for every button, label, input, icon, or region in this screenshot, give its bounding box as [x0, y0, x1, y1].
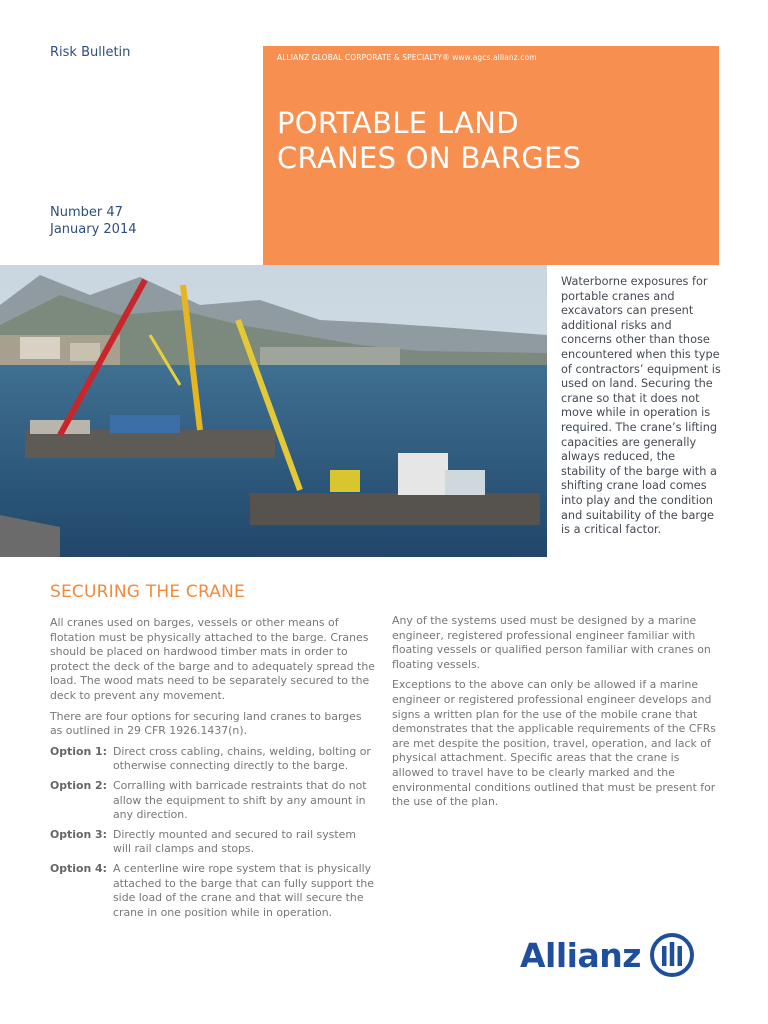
option-text: Corralling with barricade restraints that do not allow the equipment to shift by any amount in any direction.	[113, 778, 367, 822]
paragraph: Exceptions to the above can only be allowed if a marine engineer or registered professional engineer develops and signs a written plan for the use of the mobile crane that demonstrates that the applicable requirements of the CFRs are met despite the position, travel, operation, and lack of physical attachment. Specific areas that the crane is allowed to travel have to be clearly marked and the environmental conditions outlined that must be present for the use of the plan.	[392, 678, 716, 809]
issue-number: Number 47	[50, 205, 123, 220]
option-item	[50, 745, 375, 774]
title-line-2: CRANES ON BARGES	[277, 141, 582, 175]
right-column	[392, 614, 722, 816]
left-column	[50, 616, 375, 925]
paragraph: All cranes used on barges, vessels or other means of flotation must be physically attached to the barge. Cranes should be placed on hardwood timber mats in order to protect the deck of the barge and to adequately spread the load. The wood mats need to be separately secured to the deck to prevent any movement.	[50, 616, 375, 702]
option-label: Option 2:	[50, 778, 107, 792]
barge-crane-photo	[0, 265, 547, 557]
intro-text: Waterborne exposures for portable cranes and excavators can present additional risks and concerns other than those encountered when this type of contractors’ equipment is used on land. Securing the crane so that it does not move while in operation is required. The crane’s lifting capacities are generally always reduced, the stability of the barge with a shifting crane load comes into play and the condition and suitability of the barge is a critical factor.	[561, 275, 721, 537]
option-text: A centerline wire rope system that is physically attached to the barge that can fully support the side load of the crane and that will secure the crane in one position while in operation.	[113, 861, 374, 919]
company-line: ALLIANZ GLOBAL CORPORATE & SPECIALTY® www.agcs.allianz.com	[277, 53, 537, 62]
option-label: Option 3:	[50, 827, 107, 841]
issue-date: January 2014	[50, 222, 137, 237]
paragraph: There are four options for securing land cranes to barges as outlined in 29 CFR 1926.1437(n).	[50, 709, 362, 738]
title-banner	[263, 46, 719, 265]
section-title: SECURING THE CRANE	[50, 582, 245, 602]
paragraph: Any of the systems used must be designed by a marine engineer, registered professional engineer familiar with floating vessels or qualified person familiar with cranes on floating vessels.	[392, 614, 711, 671]
page-title	[277, 106, 581, 176]
option-text: Direct cross cabling, chains, welding, bolting or otherwise connecting directly to the barge.	[113, 744, 371, 773]
option-text: Directly mounted and secured to rail system will rail clamps and stops.	[113, 827, 356, 856]
allianz-eagle-icon	[649, 932, 695, 978]
option-label: Option 1:	[50, 744, 107, 758]
title-line-1: PORTABLE LAND	[277, 106, 519, 140]
allianz-logo	[520, 930, 695, 980]
option-item	[50, 828, 375, 857]
option-label: Option 4:	[50, 861, 107, 875]
issue-info	[50, 204, 137, 238]
option-item	[50, 779, 375, 823]
logo-wordmark: Allianz	[520, 935, 641, 975]
option-item	[50, 862, 375, 920]
bulletin-label: Risk Bulletin	[50, 45, 131, 60]
